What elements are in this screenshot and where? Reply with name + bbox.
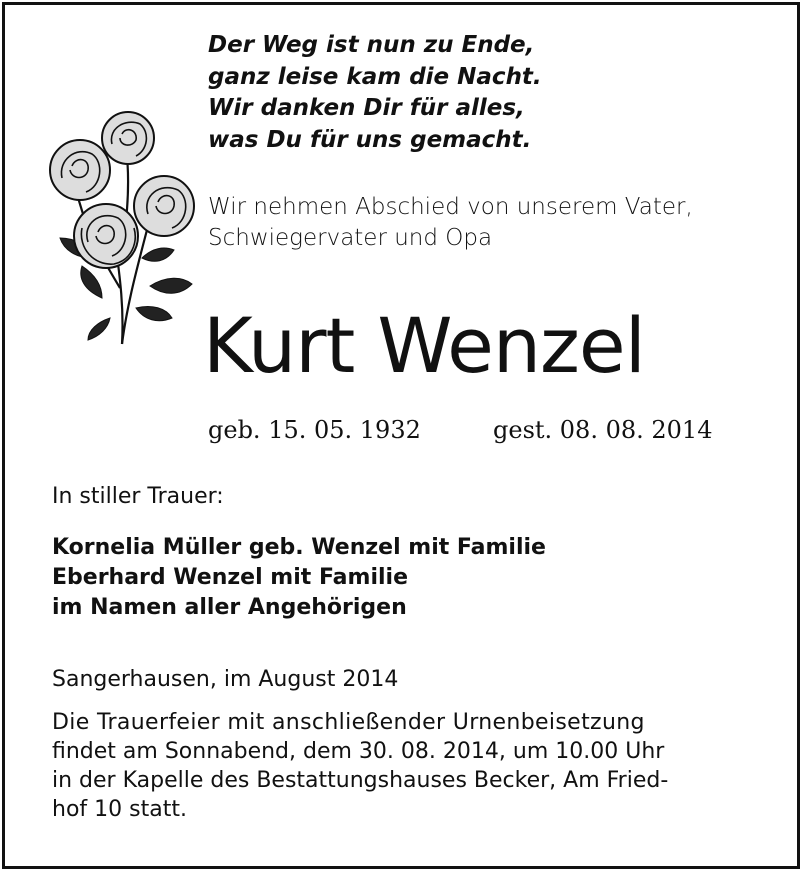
- birth-date: geb. 15. 05. 1932: [208, 416, 421, 444]
- poem-line: was Du für uns gemacht.: [208, 126, 532, 153]
- service-information: [52, 708, 746, 824]
- mourner-entry: Kornelia Müller geb. Wenzel mit Familie: [52, 535, 546, 560]
- service-line: Die Trauerfeier mit anschließender Urnenbeisetzung: [52, 710, 645, 735]
- farewell-intro: [208, 192, 693, 254]
- service-line: findet am Sonnabend, dem 30. 08. 2014, um 10.00 Uhr: [52, 739, 665, 764]
- mourner-entry: im Namen aller Angehörigen: [52, 595, 407, 620]
- death-date: gest. 08. 08. 2014: [493, 416, 713, 444]
- mourners-list: [52, 533, 546, 623]
- place-and-date: Sangerhausen, im August 2014: [52, 667, 399, 692]
- poem-line: Der Weg ist nun zu Ende,: [208, 32, 535, 58]
- service-line: hof 10 statt.: [52, 797, 187, 822]
- mourner-entry: Eberhard Wenzel mit Familie: [52, 565, 408, 590]
- intro-line: Wir nehmen Abschied von unserem Vater,: [208, 194, 693, 220]
- mourners-heading: In stiller Trauer:: [52, 484, 224, 509]
- memorial-poem: [208, 30, 542, 156]
- intro-line: Schwiegervater und Opa: [208, 225, 493, 251]
- roses-illustration-icon: [32, 108, 204, 348]
- poem-line: ganz leise kam die Nacht.: [208, 63, 542, 90]
- deceased-name: Kurt Wenzel: [203, 301, 645, 390]
- service-line: in der Kapelle des Bestattungshauses Becker, Am Fried-: [52, 768, 669, 793]
- poem-line: Wir danken Dir für alles,: [208, 95, 525, 121]
